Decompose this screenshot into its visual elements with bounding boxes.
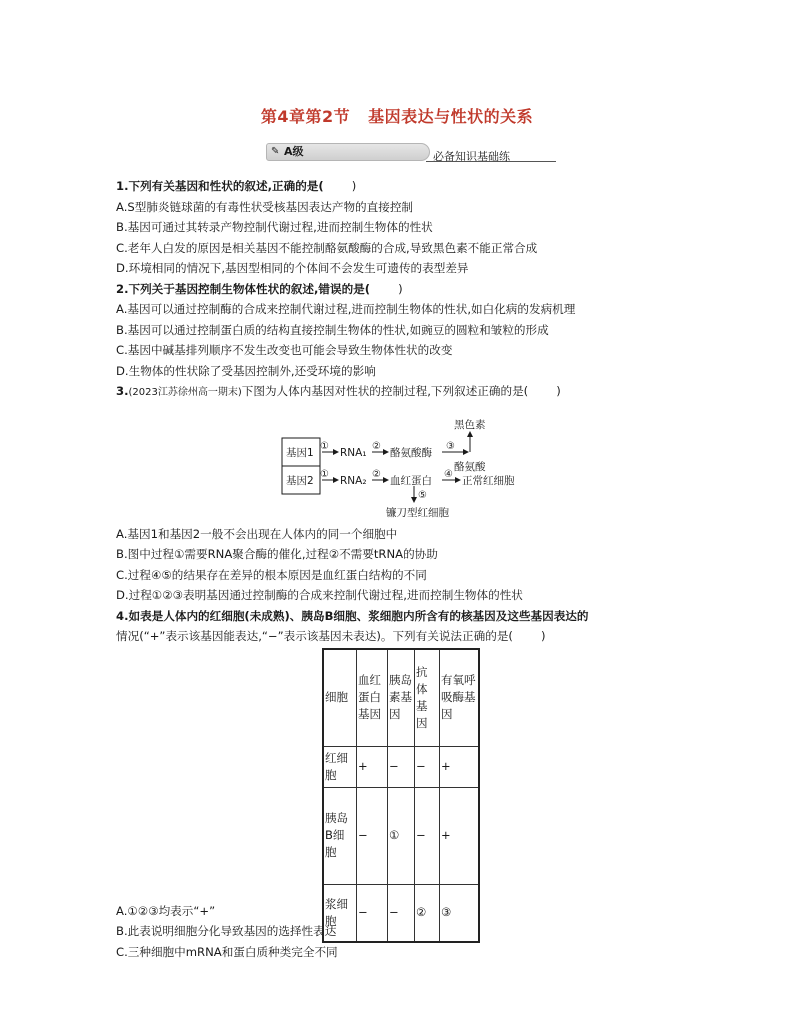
question-3-source: (2023江苏徐州高一期末) xyxy=(128,387,242,398)
level-label: A级 xyxy=(284,145,304,158)
questions xyxy=(116,176,686,962)
pen-icon: ✎ xyxy=(271,146,280,157)
table-header-cell: 有氧呼吸酶基因 xyxy=(441,673,476,721)
question-1-option-d: D.环境相同的情况下,基因型相同的个体间不会发生可遗传的表型差异 xyxy=(116,261,469,275)
question-1-option-c: C.老年人白发的原因是相关基因不能控制酪氨酸酶的合成,导致黑色素不能正常合成 xyxy=(116,240,538,255)
rna1-label: RNA₁ xyxy=(340,446,367,459)
hemoglobin-label: 血红蛋白 xyxy=(390,474,432,487)
sickle-rbc-label: 镰刀型红细胞 xyxy=(386,506,449,519)
table-cell: − xyxy=(416,828,426,842)
page-title xyxy=(0,104,794,127)
step2-label: ② xyxy=(372,440,381,452)
table-cell: + xyxy=(441,828,451,842)
gene1-label: 基因1 xyxy=(286,446,314,459)
table-cell: − xyxy=(416,759,426,773)
table-cell: 红细胞 xyxy=(325,750,348,782)
question-2-option-d: D.生物体的性状除了受基因控制外,还受环境的影响 xyxy=(116,363,376,378)
gene2-label: 基因2 xyxy=(286,474,314,487)
question-1-stem: 1.下列有关基因和性状的叙述,正确的是( ) xyxy=(116,179,357,193)
table-cell: − xyxy=(358,828,368,842)
level-badge xyxy=(266,143,430,161)
level-banner xyxy=(266,143,566,165)
normal-rbc-label: 正常红细胞 xyxy=(462,474,515,487)
step5-label: ⑤ xyxy=(418,489,427,501)
table-cell: + xyxy=(441,759,451,773)
table-cell: ③ xyxy=(441,905,452,919)
table-row xyxy=(323,787,479,884)
table-header-cell: 抗体基因 xyxy=(416,664,428,730)
gene-expression-table xyxy=(322,648,480,943)
step4-label: ④ xyxy=(444,468,453,480)
chapter-label: 第4章第2节 xyxy=(260,107,351,126)
table-cell: ② xyxy=(416,905,427,919)
question-4-stem-line2: 情况(“+”表示该基因能表达,“−”表示该基因未表达)。下列有关说法正确的是( ) xyxy=(116,629,546,643)
question-2-stem: 2.下列关于基因控制生物体性状的叙述,错误的是( ) xyxy=(116,281,403,296)
step1-label: ① xyxy=(320,440,329,452)
step2b-label: ② xyxy=(372,468,381,480)
question-3-option-c: C.过程④⑤的结果存在差异的根本原因是血红蛋白结构的不同 xyxy=(116,567,427,582)
table-row xyxy=(323,884,479,942)
step1b-label: ① xyxy=(320,468,329,480)
question-4-option-b: B.此表说明细胞分化导致基因的选择性表达 xyxy=(116,924,337,938)
question-3-stem: 3.(2023江苏徐州高一期末)下图为人体内基因对性状的控制过程,下列叙述正确的是( ) xyxy=(116,384,561,398)
table-cell: − xyxy=(389,905,399,919)
rna2-label: RNA₂ xyxy=(340,474,367,487)
gene-control-diagram xyxy=(116,404,686,522)
topic-label: 基因表达与性状的关系 xyxy=(368,107,534,126)
table-cell: − xyxy=(389,759,399,773)
table-row xyxy=(323,746,479,787)
tyrosine-label: 酪氨酸 xyxy=(454,460,486,473)
question-1-option-b: B.基因可通过其转录产物控制代谢过程,进而控制生物体的性状 xyxy=(116,220,433,234)
question-1-option-a: A.S型肺炎链球菌的有毒性状受核基因表达产物的直接控制 xyxy=(116,199,414,214)
question-3-option-d: D.过程①②③表明基因通过控制酶的合成来控制代谢过程,进而控制生物体的性状 xyxy=(116,588,523,602)
question-2-option-b: B.基因可以通过控制蛋白质的结构直接控制生物体的性状,如豌豆的圆粒和皱粒的形成 xyxy=(116,322,549,337)
table-cell: 胰岛B细胞 xyxy=(325,811,348,859)
table-header-cell: 血红蛋白基因 xyxy=(358,673,381,721)
table-cell: ① xyxy=(389,828,400,842)
table-header-cell: 细胞 xyxy=(325,690,348,704)
question-3-option-b: B.图中过程①需要RNA聚合酶的催化,过程②不需要tRNA的协助 xyxy=(116,547,438,561)
section-subtitle: 必备知识基础练 xyxy=(433,150,510,163)
question-4-stem-line1: 4.如表是人体内的红细胞(未成熟)、胰岛B细胞、浆细胞内所含有的核基因及这些基因表达的 xyxy=(116,608,589,623)
melanin-label: 黑色素 xyxy=(454,418,486,431)
question-2-option-a: A.基因可以通过控制酶的合成来控制代谢过程,进而控制生物体的性状,如白化病的发病机理 xyxy=(116,302,576,316)
table-cell: 浆细胞 xyxy=(325,896,348,928)
table-cell: − xyxy=(358,905,368,919)
table-header-row xyxy=(323,649,479,747)
enzyme-label: 酪氨酸酶 xyxy=(390,446,432,459)
question-2-option-c: C.基因中碱基排列顺序不发生改变也可能会导致生物体性状的改变 xyxy=(116,343,453,357)
step3-label: ③ xyxy=(446,440,455,452)
table-header-cell: 胰岛素基因 xyxy=(389,673,412,721)
question-4-option-c: C.三种细胞中mRNA和蛋白质种类完全不同 xyxy=(116,944,338,959)
question-3-option-a: A.基因1和基因2一般不会出现在人体内的同一个细胞中 xyxy=(116,526,398,541)
table-cell: + xyxy=(358,759,368,773)
question-4-option-a: A.①②③均表示“+” xyxy=(116,903,216,918)
